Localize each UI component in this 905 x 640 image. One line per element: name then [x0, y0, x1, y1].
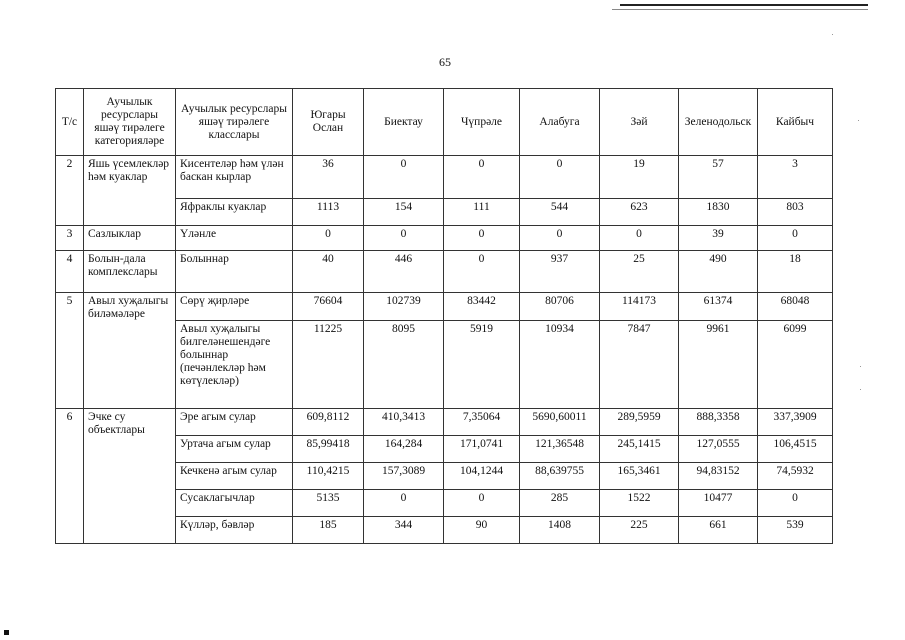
value-cell: 171,0741: [444, 436, 520, 462]
value-cell: 90: [444, 516, 520, 543]
category-cell: Авыл хуҗалыгы биләмәләре: [84, 293, 176, 409]
page-number: 65: [439, 55, 451, 69]
value-cell: 76604: [293, 293, 364, 320]
table-row: [56, 156, 833, 199]
value-cell: 609,8112: [293, 408, 364, 435]
margin-dot: [832, 34, 833, 35]
column-header: Т/с: [56, 89, 84, 156]
value-cell: 10477: [679, 490, 758, 516]
margin-dot: [860, 366, 861, 367]
value-cell: 106,4515: [758, 436, 833, 462]
value-cell: 7,35064: [444, 408, 520, 435]
row-index: 3: [56, 226, 84, 251]
value-cell: 245,1415: [600, 436, 679, 462]
value-cell: 36: [293, 156, 364, 199]
value-cell: 225: [600, 516, 679, 543]
value-cell: 61374: [679, 293, 758, 320]
value-cell: 0: [600, 226, 679, 251]
table-row: [56, 251, 833, 293]
hunting-resources-table: [55, 88, 833, 544]
top-rule-thin-line: [612, 9, 868, 10]
class-cell: Кисентеләр һәм үлән баскан кырлар: [176, 156, 293, 199]
value-cell: 1830: [679, 198, 758, 225]
column-header: Аучылык ресурслары яшәү тирәлеге категорияләре: [84, 89, 176, 156]
value-cell: 127,0555: [679, 436, 758, 462]
value-cell: 110,4215: [293, 462, 364, 489]
corner-mark: [4, 630, 9, 635]
value-cell: 114173: [600, 293, 679, 320]
value-cell: 289,5959: [600, 408, 679, 435]
value-cell: 544: [520, 198, 600, 225]
class-cell: Үләнле: [176, 226, 293, 251]
category-cell: Сазлыклар: [84, 226, 176, 251]
value-cell: 157,3089: [364, 462, 444, 489]
value-cell: 39: [679, 226, 758, 251]
value-cell: 0: [293, 226, 364, 251]
value-cell: 661: [679, 516, 758, 543]
value-cell: 74,5932: [758, 462, 833, 489]
class-cell: Кечкенә агым сулар: [176, 462, 293, 489]
value-cell: 102739: [364, 293, 444, 320]
value-cell: 88,639755: [520, 462, 600, 489]
value-cell: 5919: [444, 320, 520, 408]
column-header: Алабуга: [520, 89, 600, 156]
row-index: 2: [56, 156, 84, 226]
value-cell: 446: [364, 251, 444, 293]
value-cell: 121,36548: [520, 436, 600, 462]
value-cell: 0: [364, 490, 444, 516]
value-cell: 94,83152: [679, 462, 758, 489]
table-header-row: [56, 89, 833, 156]
value-cell: 1113: [293, 198, 364, 225]
class-cell: Эре агым сулар: [176, 408, 293, 435]
value-cell: 10934: [520, 320, 600, 408]
value-cell: 0: [444, 156, 520, 199]
value-cell: 18: [758, 251, 833, 293]
table-row: [56, 408, 833, 435]
value-cell: 40: [293, 251, 364, 293]
value-cell: 1408: [520, 516, 600, 543]
value-cell: 5135: [293, 490, 364, 516]
column-header: Аучылык ресурслары яшәү тирәлеге класслары: [176, 89, 293, 156]
column-header: Зеленодольск: [679, 89, 758, 156]
value-cell: 0: [520, 156, 600, 199]
value-cell: 285: [520, 490, 600, 516]
value-cell: 0: [758, 226, 833, 251]
table-row: [56, 293, 833, 320]
value-cell: 410,3413: [364, 408, 444, 435]
value-cell: 344: [364, 516, 444, 543]
value-cell: 83442: [444, 293, 520, 320]
value-cell: 80706: [520, 293, 600, 320]
value-cell: 539: [758, 516, 833, 543]
value-cell: 68048: [758, 293, 833, 320]
value-cell: 490: [679, 251, 758, 293]
value-cell: 0: [444, 251, 520, 293]
category-cell: Яшь үсемлекләр һәм куаклар: [84, 156, 176, 226]
class-cell: Уртача агым сулар: [176, 436, 293, 462]
value-cell: 0: [444, 490, 520, 516]
class-cell: Сусаклагычлар: [176, 490, 293, 516]
value-cell: 623: [600, 198, 679, 225]
column-header: Зәй: [600, 89, 679, 156]
value-cell: 0: [364, 226, 444, 251]
value-cell: 57: [679, 156, 758, 199]
value-cell: 111: [444, 198, 520, 225]
value-cell: 0: [364, 156, 444, 199]
category-cell: Болын-дала комплекслары: [84, 251, 176, 293]
class-cell: Сөрү җирләре: [176, 293, 293, 320]
column-header: Югары Ослан: [293, 89, 364, 156]
table-row: [56, 226, 833, 251]
column-header: Кайбыч: [758, 89, 833, 156]
value-cell: 937: [520, 251, 600, 293]
value-cell: 5690,60011: [520, 408, 600, 435]
top-rule-line: [620, 4, 868, 6]
value-cell: 165,3461: [600, 462, 679, 489]
row-index: 4: [56, 251, 84, 293]
value-cell: 0: [444, 226, 520, 251]
margin-dot: [860, 389, 861, 390]
row-index: 5: [56, 293, 84, 409]
value-cell: 9961: [679, 320, 758, 408]
class-cell: Күлләр, бәвләр: [176, 516, 293, 543]
value-cell: 6099: [758, 320, 833, 408]
class-cell: Болыннар: [176, 251, 293, 293]
value-cell: 888,3358: [679, 408, 758, 435]
value-cell: 3: [758, 156, 833, 199]
value-cell: 19: [600, 156, 679, 199]
value-cell: 0: [758, 490, 833, 516]
class-cell: Яфраклы куаклар: [176, 198, 293, 225]
value-cell: 337,3909: [758, 408, 833, 435]
value-cell: 1522: [600, 490, 679, 516]
value-cell: 104,1244: [444, 462, 520, 489]
value-cell: 25: [600, 251, 679, 293]
value-cell: 85,99418: [293, 436, 364, 462]
value-cell: 7847: [600, 320, 679, 408]
column-header: Биектау: [364, 89, 444, 156]
value-cell: 8095: [364, 320, 444, 408]
row-index: 6: [56, 408, 84, 543]
margin-dot: [858, 120, 859, 121]
value-cell: 185: [293, 516, 364, 543]
value-cell: 11225: [293, 320, 364, 408]
class-cell: Авыл хуҗалыгы билгеләнешендәге болыннар (печәнлекләр һәм көтүлекләр): [176, 320, 293, 408]
value-cell: 803: [758, 198, 833, 225]
value-cell: 164,284: [364, 436, 444, 462]
value-cell: 0: [520, 226, 600, 251]
category-cell: Эчке су объектлары: [84, 408, 176, 543]
column-header: Чүпрәле: [444, 89, 520, 156]
value-cell: 154: [364, 198, 444, 225]
